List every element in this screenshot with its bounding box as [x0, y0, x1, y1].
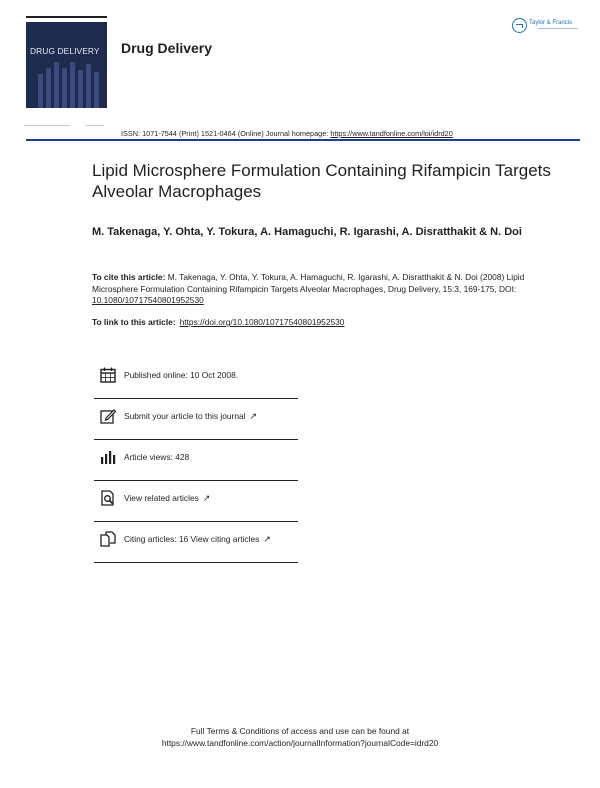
article-doi-link[interactable]: https://doi.org/10.1080/10717540801952530 [179, 317, 345, 327]
cover-top-rule [26, 16, 107, 18]
journal-name: Drug Delivery [121, 40, 213, 56]
citation-text: M. Takenaga, Y. Ohta, Y. Tokura, A. Hamaguchi, R. Igarashi, A. Disratthakit & N. Doi (2008) Lipid Microsphere Formulation Containing Rifampicin Targets Alveolar Macrophages, Drug Delivery, 15:3, 169-175, DOI: [92, 272, 525, 294]
related-articles-row[interactable] [94, 480, 298, 521]
citation-doi-link[interactable]: 10.1080/10717540801952530 [92, 295, 204, 305]
view-related-articles-link[interactable]: View related articles ↗ [124, 493, 211, 503]
calendar-icon [100, 367, 116, 383]
publisher-logo[interactable] [512, 18, 582, 40]
citation-block [92, 272, 532, 307]
footer-journal-info-link[interactable]: https://www.tandfonline.com/action/journalInformation?journalCode=idrd20 [161, 738, 439, 748]
journal-homepage-link[interactable]: https://www.tandfonline.com/loi/idrd20 [330, 129, 453, 138]
external-link-icon: ↗ [263, 534, 271, 544]
search-document-icon [100, 490, 116, 506]
header-rule [26, 139, 580, 141]
cover-caption-line-2 [86, 125, 104, 126]
copy-documents-icon [100, 531, 116, 547]
cover-caption-line [24, 125, 70, 126]
link-label: To link to this article: [92, 317, 176, 327]
footer [0, 725, 600, 749]
view-citing-articles-link[interactable]: Citing articles: 16 View citing articles ↗ [124, 534, 271, 544]
journal-cover-image[interactable] [26, 22, 107, 108]
issn-text: ISSN: 1071-7544 (Print) 1521-0464 (Online) Journal homepage: [121, 129, 331, 138]
citing-articles-row[interactable] [94, 521, 298, 563]
edit-icon [100, 408, 116, 424]
article-views-row [94, 439, 298, 480]
footer-terms-text: Full Terms & Conditions of access and use can be found at [190, 726, 410, 736]
article-actions [94, 358, 298, 563]
publisher-logo-text: Taylor & Francis [529, 20, 573, 26]
cover-graphic [34, 62, 107, 108]
issn-line [121, 129, 453, 138]
publisher-logo-underline [538, 28, 578, 29]
external-link-icon: ↗ [202, 493, 211, 503]
article-views-label: Article views: 428 [124, 452, 190, 462]
external-link-icon: ↗ [249, 411, 258, 421]
submit-article-row[interactable] [94, 398, 298, 439]
published-online-row [94, 358, 298, 398]
article-link-line [92, 317, 344, 327]
bar-chart-icon [100, 449, 116, 465]
submit-article-link[interactable]: Submit your article to this journal ↗ [124, 411, 258, 421]
article-title: Lipid Microsphere Formulation Containing Rifampicin Targets Alveolar Macrophages [92, 161, 551, 201]
cover-title: DRUG DELIVERY [30, 46, 100, 56]
published-online-label: Published online: 10 Oct 2008. [124, 370, 239, 380]
taylor-francis-logo-icon [512, 18, 527, 33]
citation-label: To cite this article: [92, 272, 166, 282]
article-authors: M. Takenaga, Y. Ohta, Y. Tokura, A. Hamaguchi, R. Igarashi, A. Disratthakit & N. Doi [92, 226, 522, 238]
